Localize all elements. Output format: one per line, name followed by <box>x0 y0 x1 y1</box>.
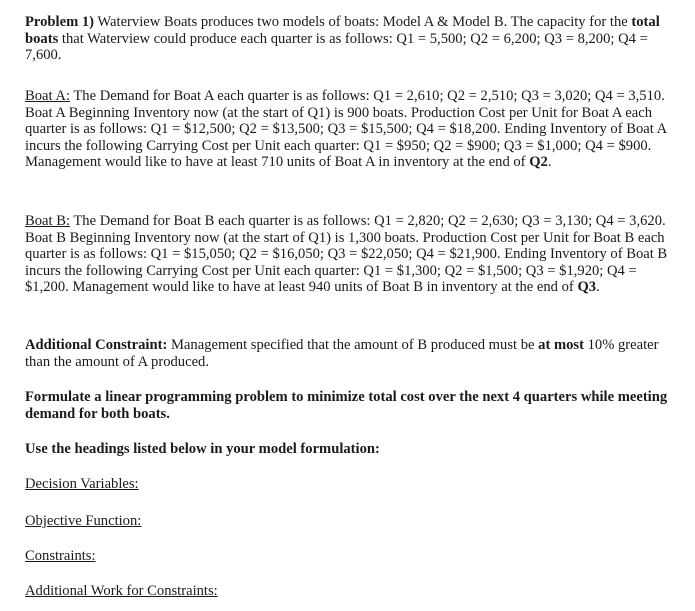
additional-constraint-paragraph <box>25 337 675 370</box>
boat-b-end: . <box>596 279 600 296</box>
boat-a-label: Boat A: <box>25 88 70 104</box>
additional-constraint-text: Management specified that the amount of B produced must be <box>167 337 539 353</box>
problem-label: Problem 1) <box>25 14 95 30</box>
at-most-emphasis: at most <box>538 337 584 353</box>
additional-constraint-label: Additional Constraint: <box>25 337 168 353</box>
boat-b-label: Boat B: <box>25 213 70 229</box>
total-boats-emphasis: total boats <box>25 14 660 47</box>
boat-a-paragraph <box>25 88 675 171</box>
boat-b-text: The Demand for Boat B each quarter is as follows: Q1 = 2,820; Q2 = 2,630; Q3 = 3,130; Q4 = 3,620. Boat B Beginning Inventory now (at the start of Q1) is 1,300 boats. Production Cost per Unit for Boat B each quarter is as follows: Q1 = $15,050; Q2 = $16,050; Q3 = $22,050; Q4 = $21,900. Ending Inventory of Boat B incurs the following Carrying Cost per Unit each quarter: Q1 = $1,300; Q2 = $1,500; Q3 = $1,920; Q4 = $1,200. Management would like to have at least 940 units of Boat B in inventory at the end of <box>25 213 668 296</box>
boat-b-end-quarter: Q3 <box>577 279 597 296</box>
headings-instruction: Use the headings listed below in your model formulation: <box>25 441 380 457</box>
additional-constraint-end: 10% greater than the amount of A produced. <box>25 337 659 370</box>
problem-intro <box>25 14 675 64</box>
boat-a-end-quarter: Q2 <box>529 154 548 171</box>
heading-constraints: Constraints: <box>25 548 96 564</box>
boat-a-end: . <box>547 154 552 171</box>
heading-additional-work: Additional Work for Constraints: <box>25 583 218 599</box>
boat-b-paragraph <box>25 213 675 296</box>
heading-objective-function: Objective Function: <box>25 513 142 529</box>
formulate-instruction: Formulate a linear programming problem to minimize total cost over the next 4 quarters while meeting demand for both boats. <box>25 389 668 422</box>
problem-intro-text-a: Waterview Boats produces two models of boats: Model A & Model B. The capacity for the <box>94 14 632 30</box>
heading-decision-variables: Decision Variables: <box>25 476 139 492</box>
boat-a-text: The Demand for Boat A each quarter is as follows: Q1 = 2,610; Q2 = 2,510; Q3 = 3,020; Q4 = 3,510. Boat A Beginning Inventory now (at the start of Q1) is 900 boats. Production Cost per Unit for Boat A each quarter is as follows: Q1 = $12,500; Q2 = $13,500; Q3 = $15,500; Q4 = $18,200. Ending Inventory of Boat A incurs the following Carrying Cost per Unit each quarter: Q1 = $950; Q2 = $900; Q3 = $1,000; Q4 = $900. Management would like to have at least 710 units of Boat A in inventory at the end of <box>25 88 667 171</box>
problem-intro-text-b: that Waterview could produce each quarter is as follows: Q1 = 5,500; Q2 = 6,200; Q3 = 8,200; Q4 = 7,600. <box>25 30 648 64</box>
